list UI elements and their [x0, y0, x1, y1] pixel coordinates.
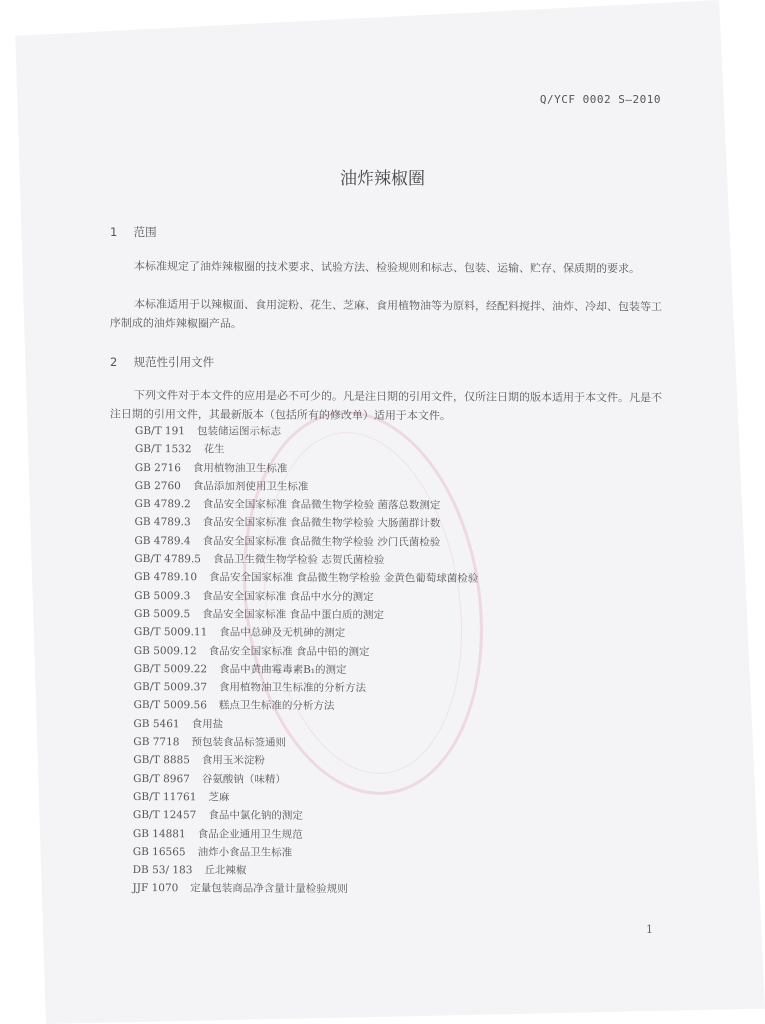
reference-item — [135, 495, 479, 515]
reference-title: 食品企业通用卫生规范 — [197, 827, 303, 841]
reference-item — [133, 733, 477, 753]
reference-code: GB 4789.4 — [134, 534, 191, 548]
reference-code: GB/T 5009.37 — [133, 681, 208, 694]
reference-title: 包装储运图示标志 — [196, 425, 282, 438]
reference-code: GB 2716 — [134, 461, 181, 474]
reference-title: 食品安全国家标准 食品中铅的测定 — [208, 644, 370, 658]
reference-item — [133, 879, 477, 899]
reference-title: 花生 — [203, 443, 225, 456]
paragraph-scope-1: 本标准规定了油炸辣椒圈的技术要求、试验方法、检验规则和标志、包装、运输、贮存、保质期的要求。 — [133, 259, 641, 276]
reference-title: 食品卫生微生物学检验 志贺氏菌检验 — [212, 553, 385, 567]
paragraph-references-intro: 下列文件对于本文件的应用是必不可少的。凡是注日期的引用文件，仅所注日期的版本适用于本文件。凡是不注日期的引用文件，其最新版本（包括所有的修改单）适用于本文件。 — [109, 388, 663, 423]
page-title: 油炸辣椒圈 — [340, 169, 425, 189]
reference-code: GB 7718 — [133, 736, 180, 749]
reference-code: GB/T 191 — [134, 424, 186, 438]
reference-item — [133, 861, 477, 881]
reference-title: 丘北辣椒 — [204, 864, 247, 877]
reference-title: 食品安全国家标准 食品微生物学检验 菌落总数测定 — [202, 498, 441, 512]
reference-code: GB/T 5009.56 — [133, 699, 207, 712]
document-code: Q/YCF 0002 S—2010 — [539, 93, 661, 106]
reference-title: 食品安全国家标准 食品微生物学检验 大肠菌群计数 — [202, 516, 441, 531]
reference-item — [133, 825, 477, 845]
reference-title: 食品添加剂使用卫生标准 — [192, 480, 309, 493]
reference-item — [133, 751, 477, 771]
reference-item — [134, 550, 478, 570]
reference-title: 食用玉米淀粉 — [201, 754, 265, 768]
reference-code: DB 53/ 183 — [132, 864, 193, 877]
reference-item — [134, 605, 478, 625]
reference-title: 食品安全国家标准 食品中水分的测定 — [202, 590, 374, 603]
reference-title: 预包装食品标签通则 — [191, 736, 287, 749]
reference-code: GB 5009.3 — [134, 589, 191, 602]
reference-title: 食用植物油卫生标准的分析方法 — [218, 681, 367, 695]
reference-code: GB 14881 — [132, 827, 186, 840]
reference-item — [135, 422, 479, 442]
section-title: 规范性引用文件 — [133, 355, 215, 369]
page-number: 1 — [646, 923, 653, 936]
reference-code: GB 5009.12 — [133, 644, 197, 657]
reference-code: GB/T 4789.5 — [134, 553, 202, 566]
reference-title: 食品中氯化钠的测定 — [208, 809, 303, 823]
reference-code: GB/T 11761 — [133, 790, 197, 804]
reference-item — [134, 660, 478, 680]
reference-item — [133, 715, 477, 735]
reference-title: 谷氨酸钠（味精） — [201, 772, 286, 786]
reference-title: 食品中总砷及无机砷的测定 — [219, 626, 346, 640]
reference-title: 芝麻 — [208, 791, 230, 804]
reference-title: 食品安全国家标准 食品微生物学检验 金黄色葡萄球菌检验 — [209, 571, 479, 586]
reference-item — [133, 696, 477, 716]
reference-item — [134, 642, 478, 662]
reference-code: GB 4789.2 — [134, 498, 191, 511]
reference-item — [133, 770, 477, 790]
reference-code: GB/T 5009.22 — [133, 662, 208, 676]
paragraph-scope-2: 本标准适用于以辣椒面、食用淀粉、花生、芝麻、食用植物油等为原料，经配料搅拌、油炸、冷却、包装等工序制成的油炸辣椒圈产品。 — [109, 297, 663, 331]
reference-code: GB/T 1532 — [134, 443, 192, 456]
reference-code: GB/T 12457 — [132, 809, 197, 822]
reference-code: GB/T 8967 — [133, 772, 190, 785]
reference-title: 食用植物油卫生标准 — [192, 461, 288, 475]
reference-code: GB 2760 — [134, 479, 181, 493]
reference-item — [134, 587, 478, 607]
reference-item — [134, 678, 478, 698]
reference-list — [133, 422, 480, 900]
reference-item — [134, 532, 478, 552]
reference-code: GB 4789.10 — [134, 571, 198, 584]
reference-title: 糕点卫生标准的分析方法 — [218, 699, 335, 713]
section-heading-scope — [110, 224, 157, 240]
reference-item — [135, 459, 479, 479]
reference-item — [134, 513, 478, 533]
section-number: 2 — [110, 355, 118, 369]
reference-code: GB 4789.3 — [134, 516, 191, 529]
reference-code: GB 5461 — [133, 717, 180, 730]
reference-item — [133, 806, 477, 826]
section-title: 范围 — [133, 225, 157, 239]
reference-item — [134, 623, 478, 643]
reference-code: GB 5009.5 — [133, 607, 191, 621]
section-heading-normative-references — [110, 354, 214, 370]
reference-item — [133, 843, 477, 863]
reference-code: GB/T 8885 — [133, 754, 190, 767]
reference-item — [135, 477, 479, 497]
reference-item — [135, 440, 479, 460]
section-number: 1 — [110, 225, 118, 239]
reference-title: 食品中黄曲霉毒素B₁的测定 — [219, 663, 347, 676]
reference-title: 食用盐 — [191, 718, 224, 731]
reference-title: 食品安全国家标准 食品微生物学检验 沙门氏菌检验 — [202, 535, 441, 549]
reference-code: JJF 1070 — [132, 882, 179, 895]
reference-code: GB 16565 — [132, 845, 186, 859]
reference-code: GB/T 5009.11 — [133, 626, 208, 639]
reference-item — [133, 788, 477, 808]
reference-title: 食品安全国家标准 食品中蛋白质的测定 — [202, 608, 385, 622]
reference-item — [134, 568, 478, 588]
reference-title: 定量包装商品净含量计量检验规则 — [190, 882, 348, 896]
reference-title: 油炸小食品卫生标准 — [197, 846, 293, 859]
